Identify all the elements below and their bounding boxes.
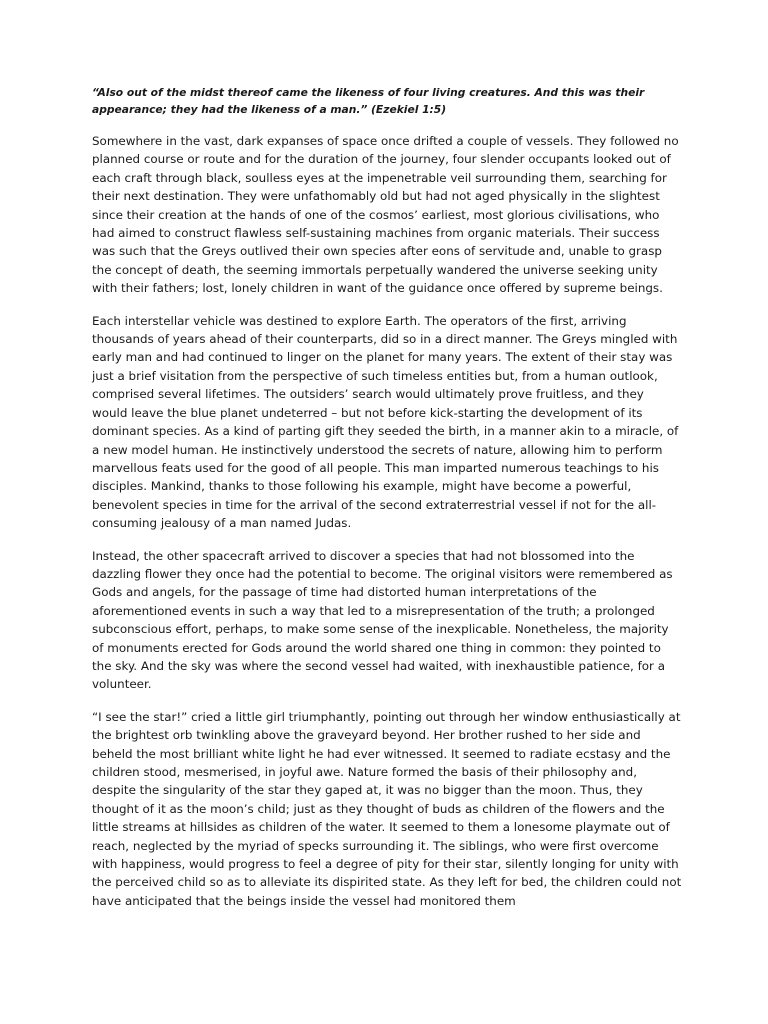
document-body [92, 84, 682, 924]
paragraph: Each interstellar vehicle was destined to explore Earth. The operators of the first, arriving thousands of years ahead of their counterparts, did so in a direct manner. The Greys mingled with early man and had continued to linger on the planet for many years. The extent of their stay was just a brief visitation from the perspective of such timeless entities but, from a human outlook, comprised several lifetimes. The outsiders’ search would ultimately prove fruitless, and they would leave the blue planet undeterred – but not before kick-starting the development of its dominant species. As a kind of parting gift they seeded the birth, in a manner akin to a miracle, of a new model human. He instinctively understood the secrets of nature, allowing him to perform marvellous feats used for the good of all people. This man imparted numerous teachings to his disciples. Mankind, thanks to those following his example, might have become a powerful, benevolent species in time for the arrival of the second extraterrestrial vessel if not for the all-consuming jealousy of a man named Judas. [92, 313, 679, 531]
epigraph: “Also out of the midst thereof came the likeness of four living creatures. And this was their appearance; they had the likeness of a man.” (Ezekiel 1:5) [92, 86, 645, 116]
paragraph: Somewhere in the vast, dark expanses of space once drifted a couple of vessels. They followed no planned course or route and for the duration of the journey, four slender occupants looked out of each craft through black, soulless eyes at the impenetrable veil surrounding them, searching for their next destination. They were unfathomably old but had not aged physically in the slightest since their creation at the hands of one of the cosmos’ earliest, most glorious civilisations, who had aimed to construct flawless self-sustaining machines from organic materials. Their success was such that the Greys outlived their own species after eons of servitude and, unable to grasp the concept of death, the seeming immortals perpetually wandered the universe seeking unity with their fathers; lost, lonely children in want of the guidance once offered by supreme beings. [92, 134, 679, 296]
paragraph: Instead, the other spacecraft arrived to discover a species that had not blossomed into the dazzling flower they once had the potential to become. The original visitors were remembered as Gods and angels, for the passage of time had distorted human interpretations of the aforementioned events in such a way that led to a misrepresentation of the truth; a prolonged subconscious effort, perhaps, to make some sense of the inexplicable. Nonetheless, the majority of monuments erected for Gods around the world shared one thing in common: they pointed to the sky. And the sky was where the second vessel had waited, with inexhaustible patience, for a volunteer. [92, 548, 673, 692]
paragraph: “I see the star!” cried a little girl triumphantly, pointing out through her window enthusiastically at the brightest orb twinkling above the graveyard beyond. Her brother rushed to her side and beheld the most brilliant white light he had ever witnessed. It seemed to radiate ecstasy and the children stood, mesmerised, in joyful awe. Nature formed the basis of their philosophy and, despite the singularity of the star they gaped at, it was no bigger than the moon. Thus, they thought of it as the moon’s child; just as they thought of buds as children of the flowers and the little streams at hillsides as children of the water. It seemed to them a lonesome playmate out of reach, neglected by the myriad of specks surrounding it. The siblings, who were first overcome with happiness, would progress to feel a degree of pity for their star, silently longing for unity with the perceived child so as to alleviate its dispirited state. As they left for bed, the children could not have anticipated that the beings inside the vessel had monitored them [92, 709, 682, 908]
